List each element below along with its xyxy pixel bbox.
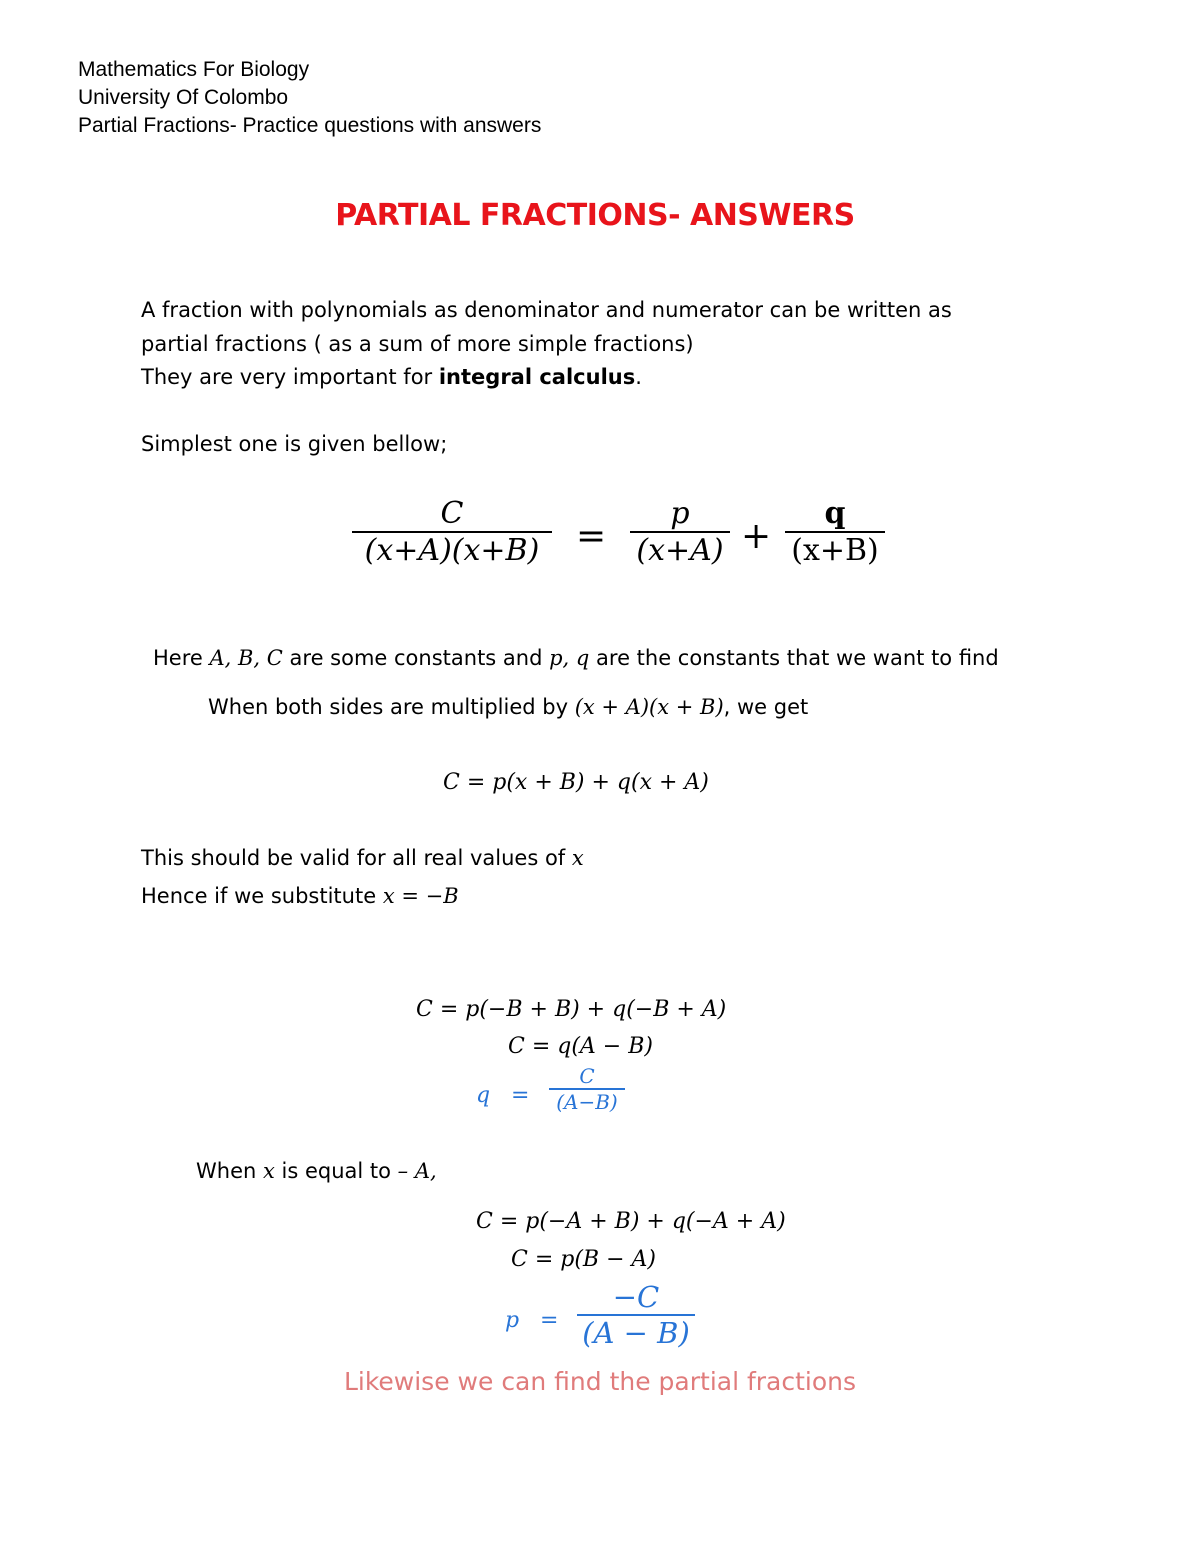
multiply-post: , we get — [723, 695, 809, 719]
intro-bold-term: integral calculus — [438, 365, 636, 389]
intro-line-1: A fraction with polynomials as denominator and numerator can be written as — [141, 298, 952, 322]
substitute-line — [141, 884, 459, 908]
multiply-expr: (x + A)(x + B) — [574, 695, 724, 719]
header-course: Mathematics For Biology — [78, 58, 310, 81]
main-term2-denominator: (x+B) — [791, 533, 879, 568]
here-line — [153, 646, 999, 670]
main-plus: + — [741, 516, 772, 557]
intro-line-3-pre: They are very important for — [141, 365, 439, 389]
intro-line-3 — [141, 365, 642, 389]
q-result-denominator: (A−B) — [556, 1090, 618, 1114]
intro-line-3-post: . — [635, 365, 642, 389]
valid-pre: This should be valid for all real values of — [141, 846, 572, 870]
page-title: PARTIAL FRACTIONS- ANSWERS — [335, 198, 855, 233]
substitute-pre: Hence if we substitute — [141, 884, 383, 908]
when-a-var: x — [262, 1159, 275, 1183]
intro-line-2: partial fractions ( as a sum of more simple fractions) — [141, 332, 694, 356]
main-term2-fraction — [785, 496, 885, 568]
main-term1-fraction — [630, 496, 730, 568]
when-a-line — [196, 1159, 437, 1183]
when-a-mid: is equal to — [274, 1159, 398, 1183]
sub-a-equation-2: C = p(B − A) — [511, 1247, 656, 1272]
sub-b-equation-1: C = p(−B + B) + q(−B + A) — [416, 997, 727, 1022]
valid-var: x — [571, 846, 584, 870]
main-term1-numerator: p — [670, 496, 690, 531]
main-term1-denominator: (x+A) — [636, 533, 724, 568]
header-topic: Partial Fractions- Practice questions with answers — [78, 114, 542, 137]
multiply-line — [208, 695, 808, 719]
here-vars-abc: A, B, C — [209, 646, 283, 670]
header-university: University Of Colombo — [78, 86, 289, 109]
p-result-numerator: −C — [612, 1280, 660, 1314]
when-a-pre: When — [196, 1159, 263, 1183]
q-result-equals: = — [511, 1083, 530, 1108]
here-post: are the constants that we want to find — [589, 646, 999, 670]
p-result-equals: = — [540, 1308, 559, 1333]
p-result-fraction — [577, 1280, 695, 1350]
main-lhs-numerator: C — [440, 496, 464, 531]
multiply-pre: When both sides are multiplied by — [208, 695, 575, 719]
p-result-lhs: p — [505, 1308, 520, 1333]
main-lhs-fraction — [352, 496, 552, 568]
here-vars-pq: p, q — [549, 646, 590, 670]
closing-note: Likewise we can find the partial fractions — [343, 1367, 857, 1396]
intro-line-4: Simplest one is given bellow; — [141, 432, 448, 456]
equation-expanded: C = p(x + B) + q(x + A) — [443, 770, 709, 795]
sub-a-equation-1: C = p(−A + B) + q(−A + A) — [476, 1209, 786, 1234]
q-result-lhs: q — [476, 1083, 491, 1108]
p-result-denominator: (A − B) — [582, 1316, 690, 1350]
sub-b-equation-2: C = q(A − B) — [508, 1034, 653, 1059]
here-mid: are some constants and — [282, 646, 550, 670]
q-result-fraction — [549, 1064, 625, 1114]
when-a-expr: – A, — [397, 1159, 437, 1183]
substitute-expr: x = −B — [382, 884, 459, 908]
here-pre: Here — [153, 646, 210, 670]
main-term2-numerator: q — [824, 496, 846, 531]
valid-line — [141, 846, 584, 870]
q-result-numerator: C — [579, 1064, 595, 1088]
main-equals: = — [576, 516, 607, 557]
main-lhs-denominator: (x+A)(x+B) — [364, 533, 540, 568]
